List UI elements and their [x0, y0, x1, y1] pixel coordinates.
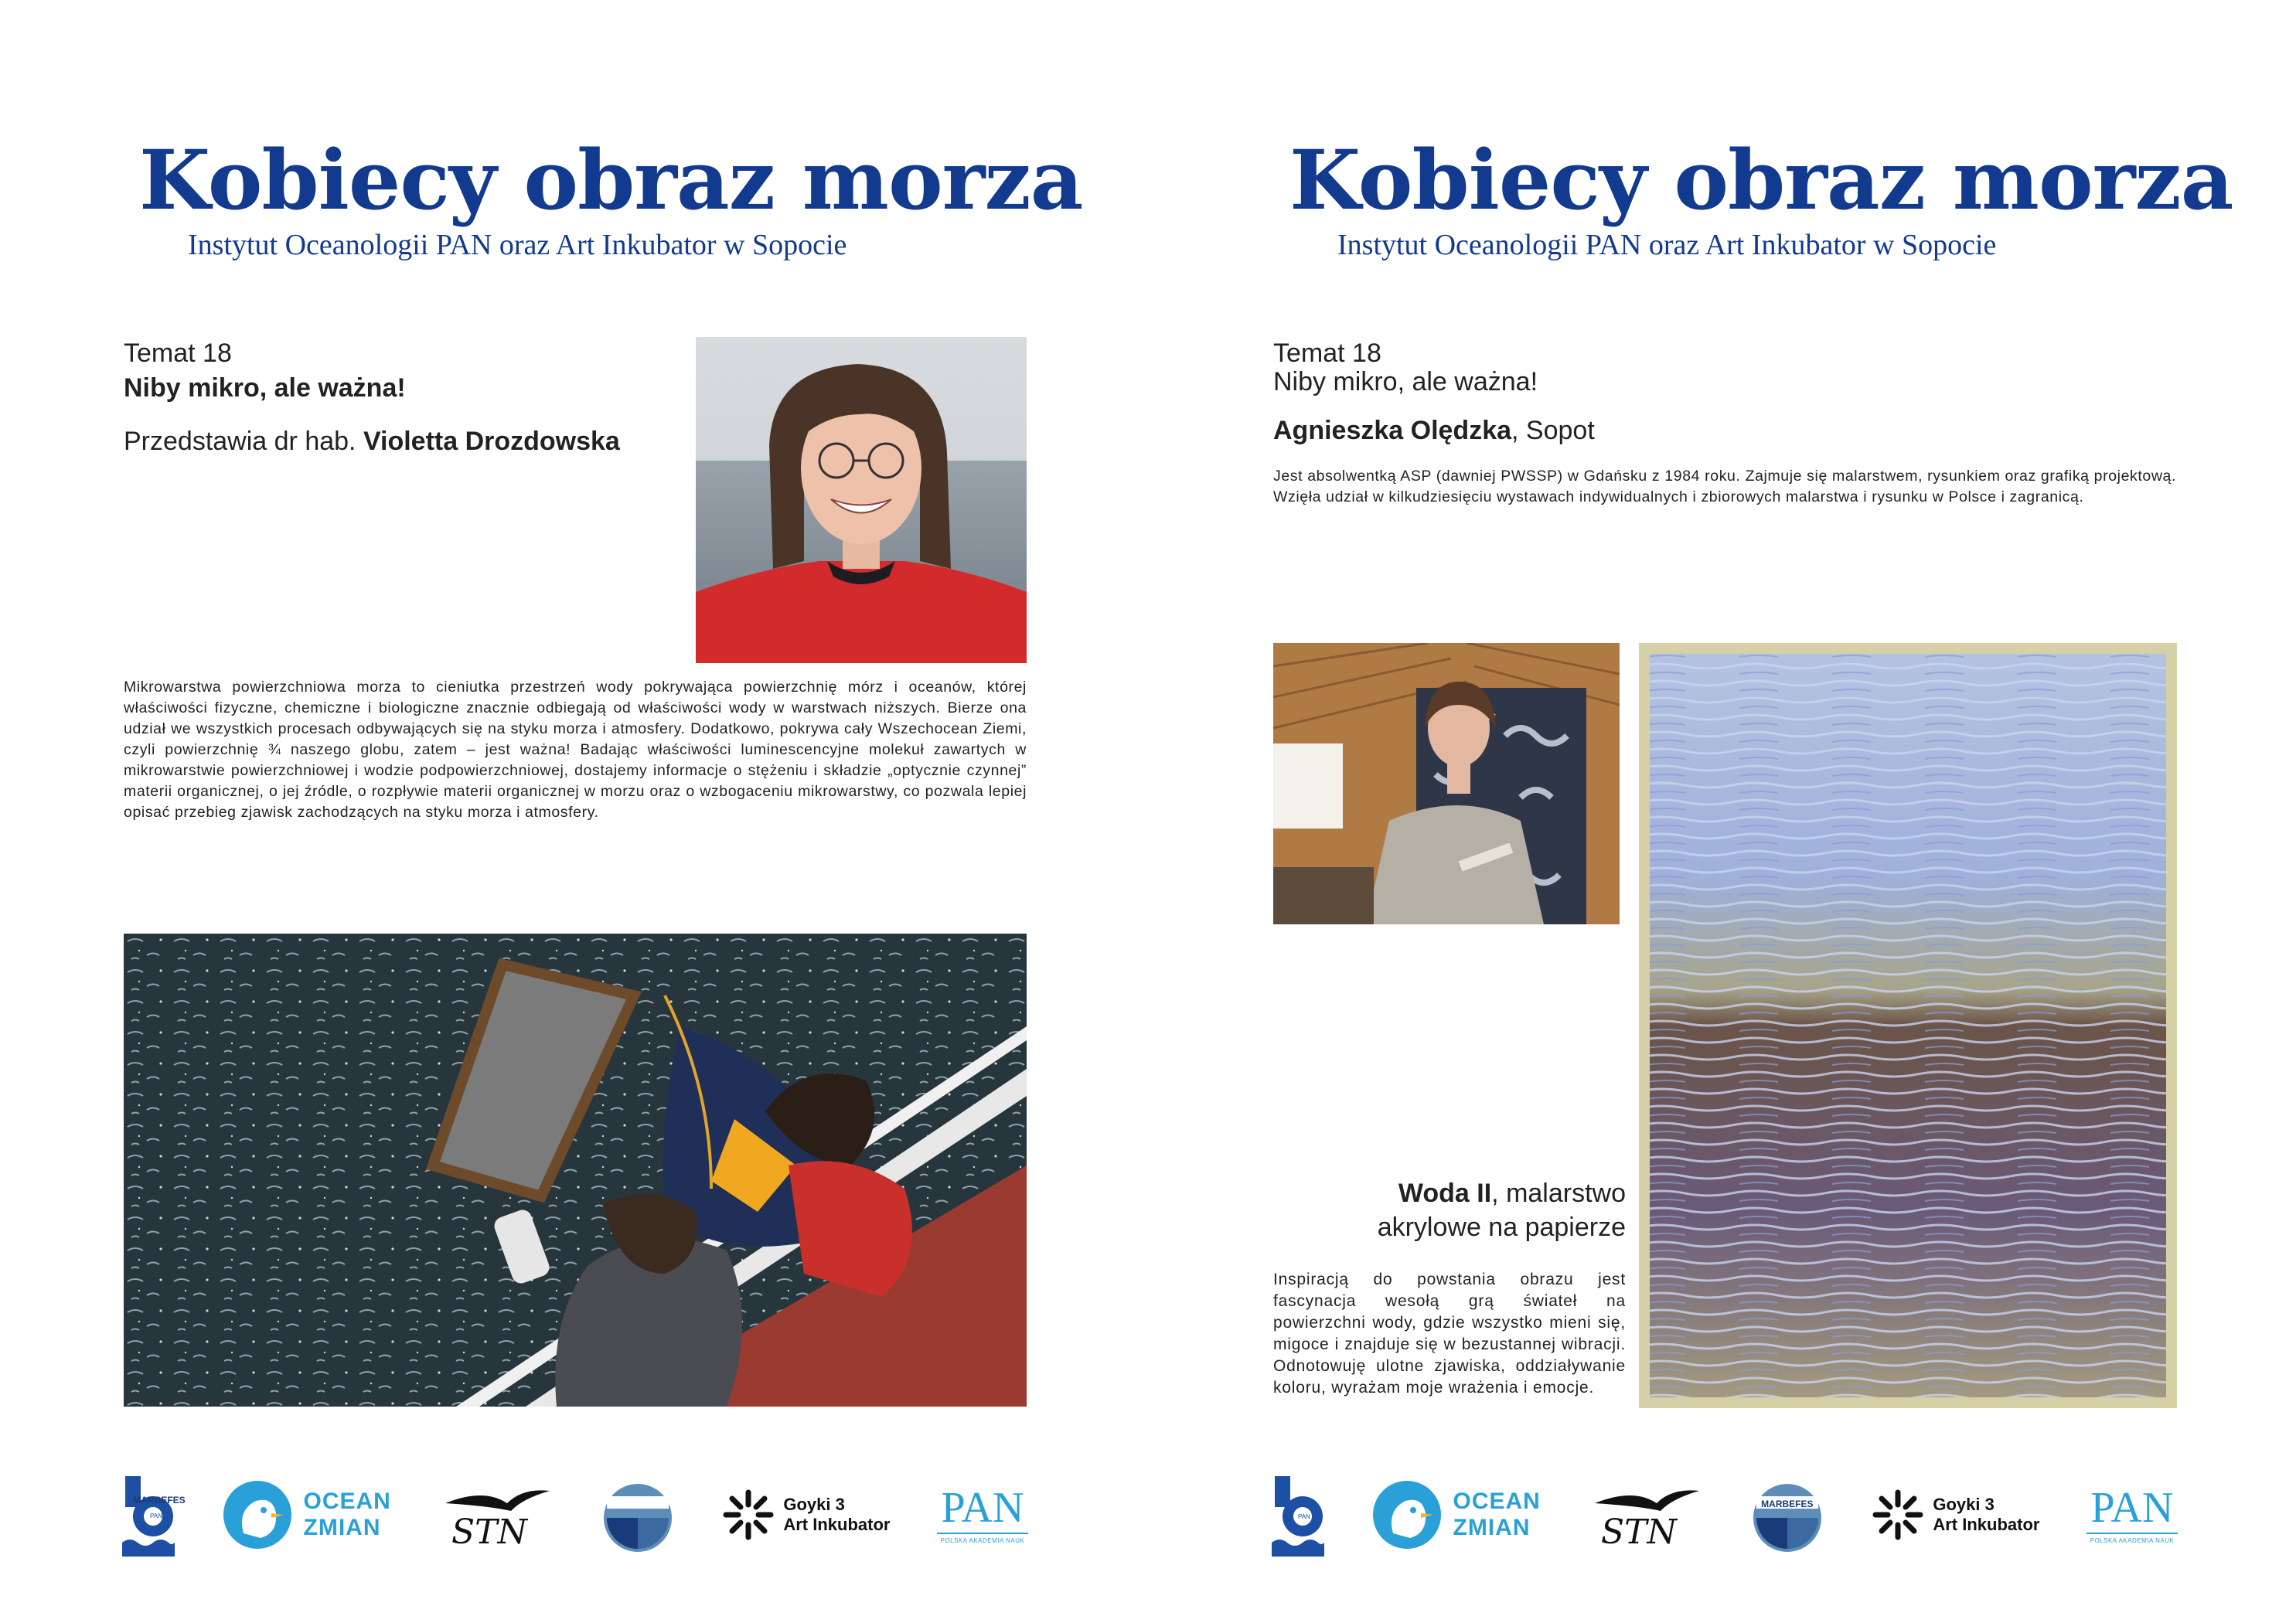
stn-logo-text: STN — [451, 1512, 528, 1550]
artist-bio: Jest absolwentką ASP (dawniej PWSSP) w Gdańsku z 1984 roku. Zajmuje się malarstwem, rysunkiem oraz grafiką projektową. Wzięła udział w kilkudziesięciu wystawach indywidualnych i zbiorowych malarstwa i rysunku w Polsce i zagranicą. — [1273, 468, 2176, 505]
pan-logo-text: PAN — [941, 1483, 1024, 1532]
goyki-line2: Art Inkubator — [783, 1515, 891, 1534]
goyki-logo — [721, 1488, 890, 1542]
stn-logo-right — [1587, 1480, 1703, 1550]
presenter-name: Violetta Drozdowska — [363, 427, 620, 456]
left-logo-bar — [122, 1472, 1028, 1557]
presenter-prefix: Przedstawia dr hab. — [124, 427, 363, 456]
iopan-logo-label: PAN — [150, 1512, 162, 1519]
work-title: Woda II — [1398, 1179, 1492, 1208]
presenter-portrait-photo — [696, 337, 1027, 663]
ocean-zmian-logo — [222, 1479, 391, 1550]
left-body-text: Mikrowarstwa powierzchniowa morza to cieniutka przestrzeń wody pokrywająca powierzchnię mórz i oceanów, której właściwości fizyczne, chemiczne i biologiczne znacznie odbiegają od właściwości wody w warstwach niższych. Bierze ona udział we wszystkich procesach odbywających się na styku morza i atmosfery. Dodatkowo, pokrywa cały Wszechocean Ziemi, czyli powierzchnię ¾ naszego globu, zatem – jest ważna! Badając właściwości luminescencyjne molekuł zawartych w mikrowarstwie powierzchniowej i wodzie podpowierzchniowej, dostajemy informacje o stężeniu i składzie „optycznie czynnej” materii organicznej, o jej źródle, o rozpływie materii organicznej w morzu oraz o wzbogaceniu mikrowarstwy, co pozwala lepiej opisać przebieg zjawisk zachodzących na styku morza i atmosfery. — [124, 679, 1027, 821]
stn-logo-right-text: STN — [1601, 1512, 1678, 1550]
left-topic-title: Niby mikro, ale ważna! — [124, 373, 406, 403]
woda-ii-painting — [1639, 643, 2177, 1408]
right-page-title: Kobiecy obraz morza — [1289, 131, 2233, 228]
work-desc-1: , malarstwo — [1491, 1179, 1626, 1208]
pan-logo-right — [2086, 1483, 2178, 1544]
ocean-zmian-right-line1: OCEAN — [1453, 1489, 1541, 1514]
artist-name: Agnieszka Olędzka — [1273, 416, 1512, 445]
work-caption — [1273, 1176, 1626, 1244]
iopan-logo-right — [1272, 1473, 1324, 1557]
ocean-zmian-logo-right — [1371, 1479, 1541, 1550]
left-page-subtitle: Instytut Oceanologii PAN oraz Art Inkubator w Sopocie — [188, 229, 847, 261]
pan-logo-subtitle: POLSKA AKADEMIA NAUK — [940, 1536, 1025, 1544]
work-description: Inspiracją do powstania obrazu jest fascynacja wesołą grą świateł na powierzchni wody, gdzie wszystko mieni się, migoce i znajduje się w bezustannej wibracji. Odnotowuję ulotne zjawiska, oddziaływanie koloru, wyrażam moje wrażenia i emocje. — [1273, 1271, 1626, 1397]
goyki-logo-right — [1871, 1488, 2039, 1542]
left-presenter — [124, 427, 620, 457]
right-topic-title: Niby mikro, ale ważna! — [1273, 367, 1538, 396]
goyki-line1: Goyki 3 — [783, 1495, 845, 1514]
left-page-title: Kobiecy obraz morza — [139, 131, 1083, 228]
artist-studio-photo — [1273, 643, 1620, 924]
ocean-zmian-right-line2: ZMIAN — [1453, 1515, 1531, 1540]
iopan-logo — [122, 1473, 175, 1557]
right-logo-bar — [1272, 1472, 2178, 1557]
left-topic-label: Temat 18 — [124, 339, 232, 368]
work-desc-2: akrylowe na papierze — [1377, 1213, 1626, 1242]
pan-logo-right-subtitle: POLSKA AKADEMIA NAUK — [2090, 1536, 2175, 1544]
sampling-photo — [124, 934, 1027, 1407]
ocean-zmian-line2: ZMIAN — [303, 1515, 381, 1540]
marbefes-logo-right-label: MARBEFES — [1761, 1499, 1814, 1509]
ocean-zmian-line1: OCEAN — [303, 1489, 391, 1514]
pan-logo-right-text: PAN — [2090, 1483, 2174, 1532]
artist-city: , Sopot — [1511, 416, 1595, 445]
goyki-right-line2: Art Inkubator — [1933, 1515, 2040, 1534]
pan-logo — [937, 1483, 1028, 1544]
stn-logo — [438, 1480, 554, 1550]
right-artist — [1273, 416, 1595, 446]
goyki-right-line1: Goyki 3 — [1933, 1495, 1995, 1514]
right-topic-label: Temat 18 — [1273, 339, 1381, 368]
iopan-logo-right-label: PAN — [1298, 1513, 1310, 1520]
marbefes-logo-right — [1750, 1476, 1824, 1553]
right-page-subtitle: Instytut Oceanologii PAN oraz Art Inkubator w Sopocie — [1337, 229, 1997, 261]
marbefes-logo-label: MARBEFES — [133, 1495, 186, 1506]
